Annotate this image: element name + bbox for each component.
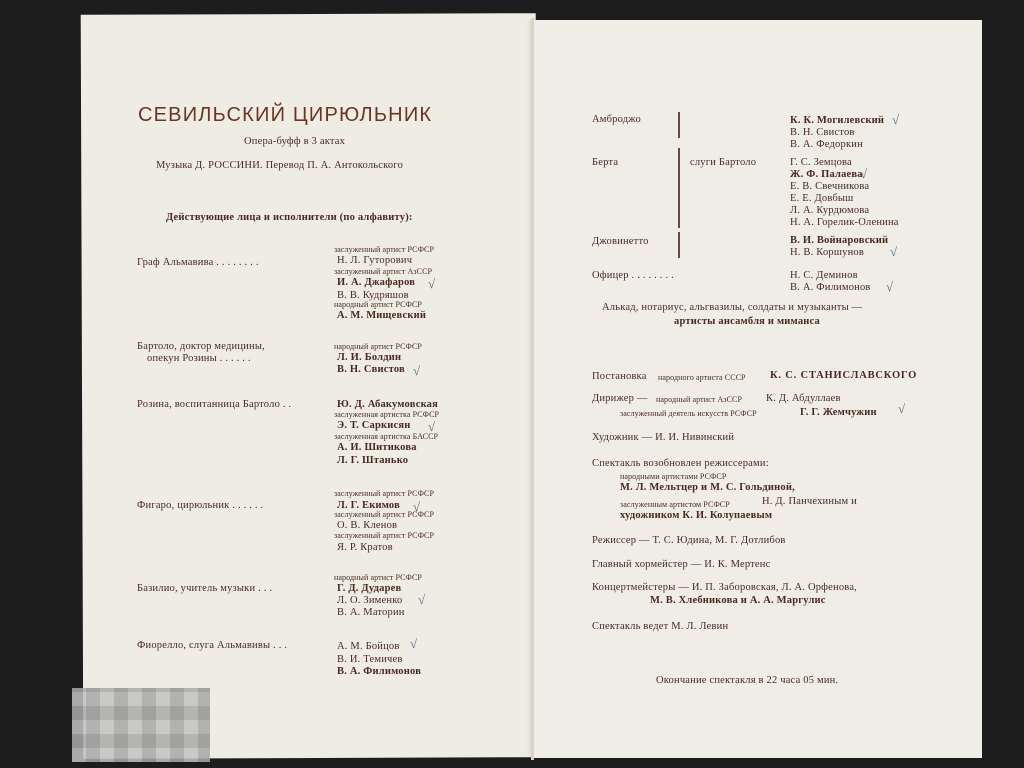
- role-officer: Офицер . . . . . . . .: [592, 270, 674, 281]
- check-mark-icon: √: [413, 363, 421, 378]
- concertmasters-line: Концертмейстеры — И. П. Заборовская, Л. А. Орфенова,: [592, 582, 858, 593]
- opera-subtitle: Опера-буфф в 3 актах: [244, 136, 346, 147]
- brace: [678, 148, 680, 228]
- role-rosina: Розина, воспитанница Бартоло . .: [137, 399, 292, 410]
- performer: Л. И. Болдин: [337, 352, 402, 363]
- performer: Г. С. Земцова: [790, 157, 852, 168]
- performer: В. В. Кудряшов: [337, 290, 409, 301]
- role-bartolo: Бартоло, доктор медицины,: [137, 341, 265, 352]
- honor-title: заслуженный деятель искусств РСФСР: [620, 409, 757, 418]
- honor-title: заслуженная артистка РСФСР: [334, 410, 440, 419]
- opera-authors: Музыка Д. РОССИНИ. Перевод П. А. Антокольского: [156, 160, 404, 171]
- check-mark-icon: √: [418, 592, 426, 607]
- check-mark-icon: √: [410, 636, 418, 651]
- honor-title: заслуженным артистом РСФСР: [620, 500, 730, 509]
- performer: В. И. Войнаровский: [790, 235, 889, 246]
- director-line: Режиссер — Т. С. Юдина, М. Г. Дотлибов: [592, 535, 786, 546]
- honor-title: заслуженный артист РСФСР: [334, 510, 434, 519]
- performer: А. М. Бойцов: [337, 641, 400, 652]
- performer: В. А. Маторин: [337, 607, 405, 618]
- choirmaster-line: Главный хормейстер — И. К. Мертенс: [592, 559, 771, 570]
- performer: Н. С. Деминов: [790, 270, 858, 281]
- brace: [678, 232, 680, 258]
- performer: Г. Д. Дударев: [337, 583, 402, 594]
- performer: Э. Т. Саркисян: [337, 420, 411, 431]
- director-names: художником К. И. Колупаевым: [620, 510, 773, 521]
- honor-title: народного артиста СССР: [658, 373, 746, 382]
- ensemble-line: Алькад, нотариус, альгвазилы, солдаты и музыканты —: [602, 302, 863, 313]
- performer: А. И. Шитикова: [337, 442, 417, 453]
- cast-heading: Действующие лица и исполнители (по алфавиту):: [166, 212, 413, 223]
- performer: Е. Е. Довбыш: [790, 193, 854, 204]
- honor-title: народный артист РСФСР: [334, 342, 422, 351]
- page-fold: [531, 18, 534, 760]
- performer: К. К. Могилевский: [790, 115, 885, 126]
- performer: Л. О. Зименко: [337, 595, 403, 606]
- performer: В. А. Федоркин: [790, 139, 863, 150]
- staging-label: Постановка: [592, 371, 647, 382]
- honor-title: народный артист РСФСР: [334, 573, 422, 582]
- honor-title: заслуженный артист РСФСР: [334, 245, 434, 254]
- check-mark-icon: √: [892, 112, 900, 127]
- performer: Л. А. Курдюмова: [790, 205, 870, 216]
- performer: Ю. Д. Абакумовская: [337, 399, 438, 410]
- performer: Г. Г. Жемчужин: [800, 407, 877, 418]
- conductor-label: Дирижер —: [592, 393, 648, 404]
- performer: Н. Л. Гуторович: [337, 255, 413, 266]
- director-names: М. Л. Мельтцер и М. С. Гольдиной,: [620, 482, 795, 493]
- stage-manager-line: Спектакль ведет М. Л. Левин: [592, 621, 729, 632]
- performer: В. Н. Свистов: [790, 127, 855, 138]
- role-berta: Берта: [592, 157, 619, 168]
- check-mark-icon: √: [860, 166, 868, 181]
- check-mark-icon: √: [886, 279, 894, 294]
- ensemble-line: артисты ансамбля и миманса: [674, 316, 820, 327]
- staging-name: К. С. СТАНИСЛАВСКОГО: [770, 370, 918, 381]
- servants-label: слуги Бартоло: [690, 157, 757, 168]
- role-basilio: Базилио, учитель музыки . . .: [137, 583, 273, 594]
- performer: А. М. Мищевский: [337, 310, 427, 321]
- performer: Л. Г. Штанько: [337, 455, 409, 466]
- performer: В. А. Филимонов: [790, 282, 871, 293]
- director-names: Н. Д. Панчехиным и: [762, 496, 857, 507]
- honor-title: заслуженная артистка БАССР: [334, 432, 439, 441]
- pixelated-watermark: [72, 688, 210, 762]
- performer: Н. В. Коршунов: [790, 247, 865, 258]
- performer: О. В. Кленов: [337, 520, 398, 531]
- role-fiorello: Фиорелло, слуга Альмавивы . . .: [137, 640, 288, 651]
- performer: В. Н. Свистов: [337, 364, 405, 375]
- role-figaro: Фигаро, цирюльник . . . . . .: [137, 500, 264, 511]
- right-page: [532, 20, 982, 758]
- performer: К. Д. Абдуллаев: [766, 393, 841, 404]
- performer: И. А. Джафаров: [337, 277, 416, 288]
- role-almaviva: Граф Альмавива . . . . . . . .: [137, 257, 259, 268]
- honor-title: народными артистами РСФСР: [620, 472, 727, 481]
- honor-title: заслуженный артист РСФСР: [334, 489, 434, 498]
- honor-title: заслуженный артист РСФСР: [334, 531, 434, 540]
- honor-title: заслуженный артист АзССР: [334, 267, 433, 276]
- brace: [678, 112, 680, 138]
- performer: Л. Г. Екимов: [337, 500, 400, 511]
- performer: Е. В. Свечникова: [790, 181, 870, 192]
- performer: В. И. Темичев: [337, 654, 403, 665]
- honor-title: народный артист АзССР: [656, 395, 743, 404]
- artist-line: Художник — И. И. Нивинский: [592, 432, 735, 443]
- honor-title: народный артист РСФСР: [334, 300, 422, 309]
- ending-time: Окончание спектакля в 22 часа 05 мин.: [656, 675, 839, 686]
- role-giovinetto: Джовинетто: [592, 236, 649, 247]
- concertmasters-line: М. В. Хлебникова и А. А. Маргулис: [650, 595, 826, 606]
- revived-heading: Спектакль возобновлен режиссерами:: [592, 458, 769, 469]
- role-bartolo-cont: опекун Розины . . . . . .: [147, 353, 251, 364]
- opera-title: СЕВИЛЬСКИЙ ЦИРЮЛЬНИК: [138, 104, 433, 126]
- performer: В. А. Филимонов: [337, 666, 422, 677]
- performer: Н. А. Горелик-Оленина: [790, 217, 899, 228]
- check-mark-icon: √: [898, 401, 906, 416]
- performer: Ж. Ф. Палаева: [790, 169, 863, 180]
- check-mark-icon: √: [413, 499, 421, 514]
- performer: Я. Р. Кратов: [337, 542, 393, 553]
- check-mark-icon: √: [428, 276, 436, 291]
- check-mark-icon: √: [890, 244, 898, 259]
- role-ambrogio: Амброджо: [592, 114, 641, 125]
- check-mark-icon: √: [428, 419, 436, 434]
